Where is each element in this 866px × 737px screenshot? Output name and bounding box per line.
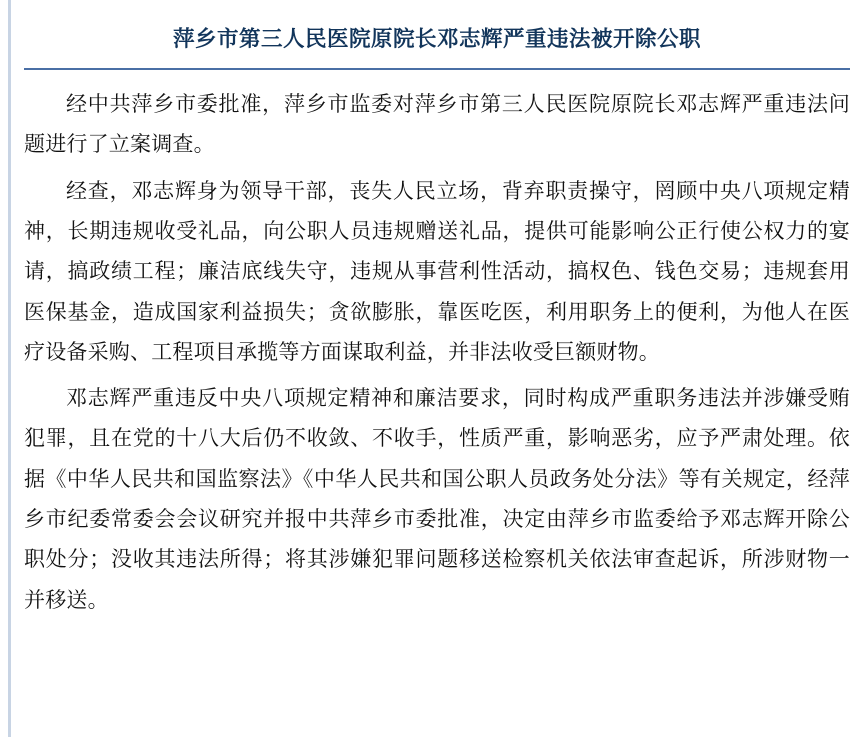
title-block (24, 0, 850, 70)
paragraph: 经中共萍乡市委批准，萍乡市监委对萍乡市第三人民医院原院长邓志辉严重违法问题进行了立案调查。 (24, 91, 850, 157)
article-body (24, 70, 850, 620)
document-content (20, 0, 866, 737)
page-title: 萍乡市第三人民医院原院长邓志辉严重违法被开除公职 (172, 27, 701, 51)
left-accent-rule (8, 0, 11, 737)
paragraph: 经查，邓志辉身为领导干部，丧失人民立场，背弃职责操守，罔顾中央八项规定精神，长期违规收受礼品，向公职人员违规赠送礼品，提供可能影响公正行使公权力的宴请，搞政绩工程；廉洁底线失守，违规从事营利性活动，搞权色、钱色交易；违规套用医保基金，造成国家利益损失；贪欲膨胀，靠医吃医，利用职务上的便利，为他人在医疗设备采购、工程项目承揽等方面谋取利益，并非法收受巨额财物。 (24, 178, 850, 364)
paragraph: 邓志辉严重违反中央八项规定精神和廉洁要求，同时构成严重职务违法并涉嫌受贿犯罪，且在党的十八大后仍不收敛、不收手，性质严重，影响恶劣，应予严肃处理。依据《中华人民共和国监察法》《中华人民共和国公职人员政务处分法》等有关规定，经萍乡市纪委常委会会议研究并报中共萍乡市委批准，决定由萍乡市监委给予邓志辉开除公职处分；没收其违法所得；将其涉嫌犯罪问题移送检察机关依法审查起诉，所涉财物一并移送。 (24, 386, 850, 612)
